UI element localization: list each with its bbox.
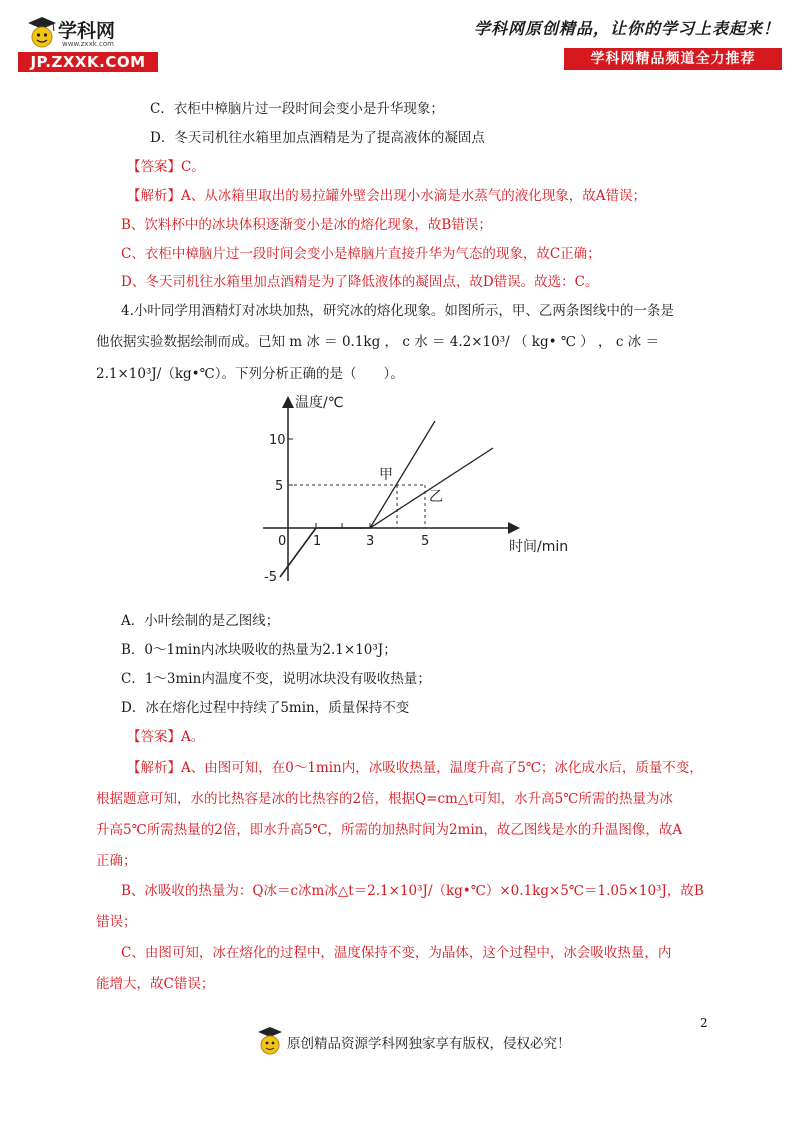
x-tick-label: 0 [278,534,287,549]
option-c-line: C．1～3min内温度不变，说明冰块没有吸收热量； [121,671,431,687]
analysis-line: 【解析】A、由图可知，在0～1min内，冰吸收热量，温度升高了5℃；冰化成水后，质量不变， [127,760,703,776]
question-line: 4.小叶同学用酒精灯对冰块加热，研究冰的熔化现象。如图所示，甲、乙两条图线中的一条是 [121,303,674,319]
analysis-line: 【解析】A、从冰箱里取出的易拉罐外壁会出现小水滴是水蒸气的液化现象，故A错误； [127,188,646,204]
y-tick-label: 10 [269,433,286,448]
temperature-time-graph [255,385,585,595]
analysis-line: 升高5℃所需热量的2倍，即水升高5℃，所需的加热时间为2min，故乙图线是水的升温图像，故A [96,822,683,838]
answer-line: 【答案】A。 [127,729,205,745]
x-tick-label: 1 [313,534,322,549]
line-yi [370,448,493,528]
mascot-icon [24,14,60,50]
logo-url-banner: JP.ZXXK.COM [18,52,158,72]
line-yi-label: 乙 [429,489,443,505]
graph-svg [255,385,585,595]
line-jia-label: 甲 [379,467,393,483]
analysis-line: D、冬天司机往水箱里加点酒精是为了降低液体的凝固点，故D错误。故选：C。 [121,274,599,290]
analysis-line: 能增大，故C错误； [96,976,215,992]
y-axis-label: 温度/℃ [295,395,344,411]
y-tick-label: 5 [275,479,284,494]
header-slogan: 学科网原创精品，让你的学习上表起来！ [473,19,780,38]
analysis-line: 错误； [96,914,137,930]
copyright-notice: 原创精品资源学科网独家享有版权，侵权必究！ [287,1036,571,1052]
analysis-line: C、衣柜中樟脑片过一段时间会变小是樟脑片直接升华为气态的现象，故C正确； [121,246,601,262]
page-header [0,0,800,80]
recommend-banner: 学科网精品频道全力推荐 [564,48,782,70]
option-d-line: D．冬天司机往水箱里加点酒精是为了提高液体的凝固点 [150,130,485,146]
analysis-line: B、饮料杯中的冰块体积逐渐变小是冰的熔化现象，故B错误； [121,217,492,233]
x-tick-label: 5 [421,534,430,549]
option-a-line: A．小叶绘制的是乙图线； [121,613,280,629]
option-c-line: C．衣柜中樟脑片过一段时间会变小是升华现象； [150,101,444,117]
option-d-line: D．冰在熔化过程中持续了5min，质量保持不变 [121,700,410,716]
logo-name: 学科网 [58,20,116,42]
page-number: 2 [700,1016,708,1030]
question-line: 2.1×10³J/（kg•℃）。下列分析正确的是（ ）。 [96,366,404,382]
analysis-line: B、冰吸收的热量为：Q冰＝c冰m冰△t＝2.1×10³J/（kg•℃）×0.1kg×5℃＝1.05×10³J，故B [121,883,704,899]
option-b-line: B．0～1min内冰块吸收的热量为2.1×10³J； [121,642,397,658]
analysis-line: 根据题意可知，水的比热容是冰的比热容的2倍，根据Q=cm△t可知，水升高5℃所需的热量为冰 [96,791,673,807]
logo-small-url: www.zxxk.com [62,40,114,48]
mascot-icon [255,1024,285,1058]
zxxk-logo[interactable] [18,12,163,74]
x-tick-label: 3 [366,534,375,549]
answer-line: 【答案】C。 [127,159,205,175]
question-line: 他依据实验数据绘制而成。已知 m 冰 ＝ 0.1kg ， c 水 ＝ 4.2×10³/ （ kg• ℃ ） ， c 冰 ＝ [96,334,659,350]
analysis-line: 正确； [96,853,137,869]
analysis-line: C、由图可知，冰在熔化的过程中，温度保持不变，为晶体，这个过程中，冰会吸收热量，内 [121,945,672,961]
x-axis-label: 时间/min [509,539,569,555]
page-footer [255,1022,585,1062]
y-tick-label: -5 [264,570,277,585]
